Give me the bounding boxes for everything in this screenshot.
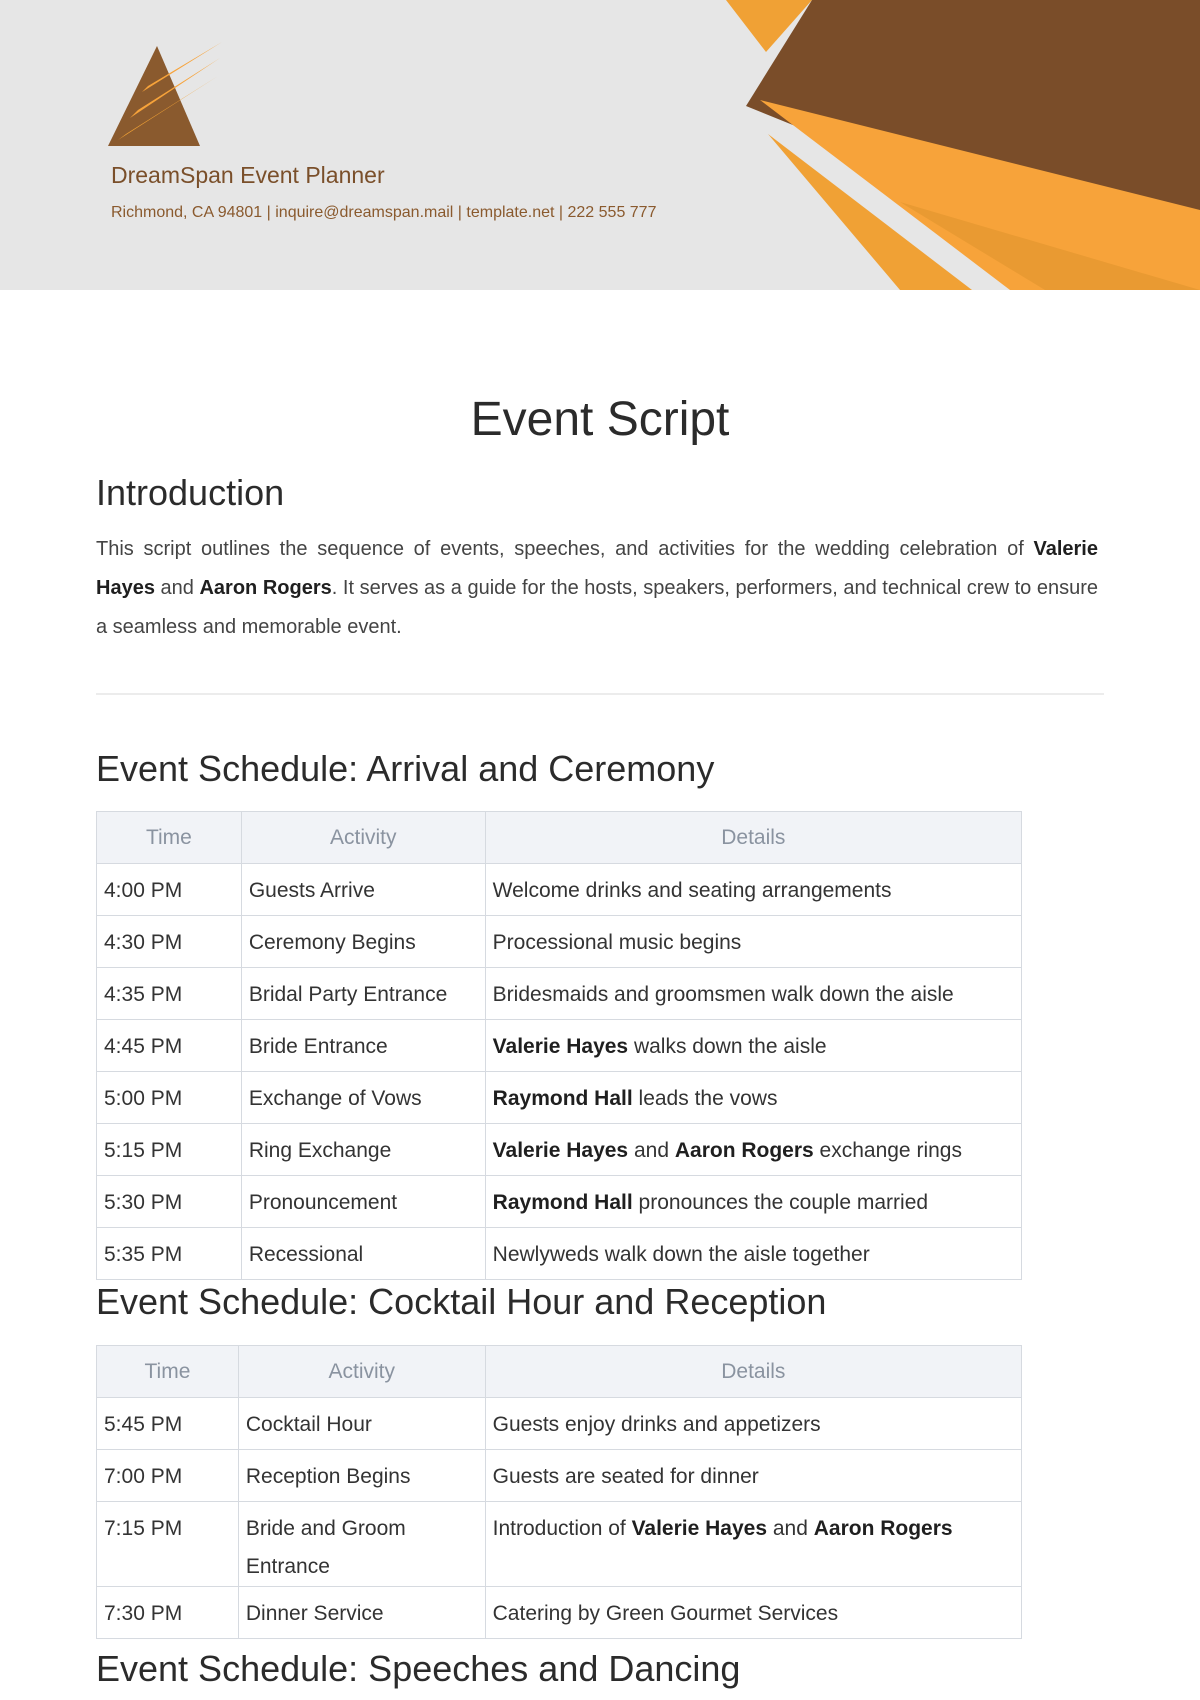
details-cell	[485, 1450, 1021, 1502]
column-header: Time	[97, 1346, 239, 1398]
details-text: pronounces the couple married	[632, 1191, 929, 1214]
activity-cell: Cocktail Hour	[238, 1398, 485, 1450]
details-cell	[485, 1124, 1021, 1176]
activity-cell: Guests Arrive	[241, 864, 485, 916]
table-row	[97, 864, 1022, 916]
details-text: Bridesmaids and groomsmen walk down the aisle	[492, 983, 954, 1006]
table-row	[97, 968, 1022, 1020]
schedule-table	[96, 811, 1022, 1280]
table-header-row	[97, 812, 1022, 864]
details-text: Introduction of	[492, 1517, 632, 1540]
table-row	[97, 1398, 1022, 1450]
activity-cell: Bridal Party Entrance	[241, 968, 485, 1020]
letterhead	[0, 0, 1200, 290]
table-row	[97, 1228, 1022, 1280]
time-cell: 5:15 PM	[97, 1124, 242, 1176]
schedule-3-heading: Event Schedule: Speeches and Dancing	[96, 1648, 741, 1689]
details-cell	[485, 1072, 1021, 1124]
table-row	[97, 1450, 1022, 1502]
person-name: Valerie Hayes	[492, 1139, 629, 1162]
activity-cell: Dinner Service	[238, 1587, 485, 1639]
details-cell	[485, 968, 1021, 1020]
column-header: Activity	[238, 1346, 485, 1398]
time-cell: 7:15 PM	[97, 1502, 239, 1587]
table-header-row	[97, 1346, 1022, 1398]
table-body	[97, 1398, 1022, 1639]
table-body	[97, 864, 1022, 1280]
details-text: Processional music begins	[492, 931, 742, 954]
intro-paragraph	[96, 530, 1098, 647]
details-text: and	[767, 1517, 814, 1540]
details-text: exchange rings	[813, 1139, 962, 1162]
table-row	[97, 1587, 1022, 1639]
details-text: leads the vows	[632, 1087, 778, 1110]
activity-cell: Bride Entrance	[241, 1020, 485, 1072]
table-row	[97, 916, 1022, 968]
details-cell	[485, 1228, 1021, 1280]
details-cell	[485, 1176, 1021, 1228]
schedule-table	[96, 1345, 1022, 1639]
person-name: Aaron Rogers	[813, 1517, 953, 1540]
table-row	[97, 1072, 1022, 1124]
person-name: Valerie Hayes	[492, 1035, 629, 1058]
activity-cell: Ring Exchange	[241, 1124, 485, 1176]
activity-cell: Ceremony Begins	[241, 916, 485, 968]
details-text: walks down the aisle	[628, 1035, 827, 1058]
triangle-logo-icon	[104, 42, 224, 148]
table-row	[97, 1176, 1022, 1228]
schedule-1-heading: Event Schedule: Arrival and Ceremony	[96, 748, 715, 789]
groom-name: Aaron Rogers	[199, 577, 332, 599]
activity-cell: Exchange of Vows	[241, 1072, 485, 1124]
time-cell: 4:45 PM	[97, 1020, 242, 1072]
details-cell	[485, 864, 1021, 916]
time-cell: 4:00 PM	[97, 864, 242, 916]
details-text: and	[628, 1139, 675, 1162]
page-title: Event Script	[470, 393, 730, 446]
details-cell	[485, 916, 1021, 968]
company-contact: Richmond, CA 94801 | inquire@dreamspan.mail | template.net | 222 555 777	[111, 204, 657, 221]
table-row	[97, 1020, 1022, 1072]
section-divider	[96, 693, 1104, 695]
details-text: Guests enjoy drinks and appetizers	[492, 1413, 821, 1436]
person-name: Valerie Hayes	[631, 1517, 768, 1540]
column-header: Activity	[241, 812, 485, 864]
time-cell: 7:30 PM	[97, 1587, 239, 1639]
activity-cell: Reception Begins	[238, 1450, 485, 1502]
schedule-2-heading: Event Schedule: Cocktail Hour and Reception	[96, 1281, 827, 1322]
details-text: Welcome drinks and seating arrangements	[492, 879, 892, 902]
details-text: Guests are seated for dinner	[492, 1465, 759, 1488]
activity-cell: Pronouncement	[241, 1176, 485, 1228]
column-header: Details	[485, 812, 1021, 864]
person-name: Raymond Hall	[492, 1087, 633, 1110]
details-cell	[485, 1587, 1021, 1639]
intro-text: This script outlines the sequence of events, speeches, and activities for the wedding celebration of	[96, 538, 1034, 560]
details-cell	[485, 1020, 1021, 1072]
intro-text: . It serves as a guide for the hosts, speakers, performers, and technical crew to ensure a seamless and memorable event.	[96, 577, 1099, 638]
time-cell: 5:45 PM	[97, 1398, 239, 1450]
activity-cell: Bride and Groom Entrance	[238, 1502, 485, 1587]
time-cell: 4:30 PM	[97, 916, 242, 968]
details-cell	[485, 1502, 1021, 1587]
time-cell: 4:35 PM	[97, 968, 242, 1020]
time-cell: 5:30 PM	[97, 1176, 242, 1228]
time-cell: 5:00 PM	[97, 1072, 242, 1124]
company-name: DreamSpan Event Planner	[111, 162, 385, 188]
details-cell	[485, 1398, 1021, 1450]
table-row	[97, 1124, 1022, 1176]
intro-text: and	[154, 577, 200, 599]
time-cell: 7:00 PM	[97, 1450, 239, 1502]
person-name: Raymond Hall	[492, 1191, 633, 1214]
time-cell: 5:35 PM	[97, 1228, 242, 1280]
activity-cell: Recessional	[241, 1228, 485, 1280]
bride-name: Valerie Hayes	[96, 538, 1098, 599]
person-name: Aaron Rogers	[674, 1139, 814, 1162]
intro-heading: Introduction	[96, 472, 285, 513]
table-row	[97, 1502, 1022, 1587]
details-text: Catering by Green Gourmet Services	[492, 1602, 839, 1625]
column-header: Time	[97, 812, 242, 864]
details-text: Newlyweds walk down the aisle together	[492, 1243, 870, 1266]
column-header: Details	[485, 1346, 1021, 1398]
